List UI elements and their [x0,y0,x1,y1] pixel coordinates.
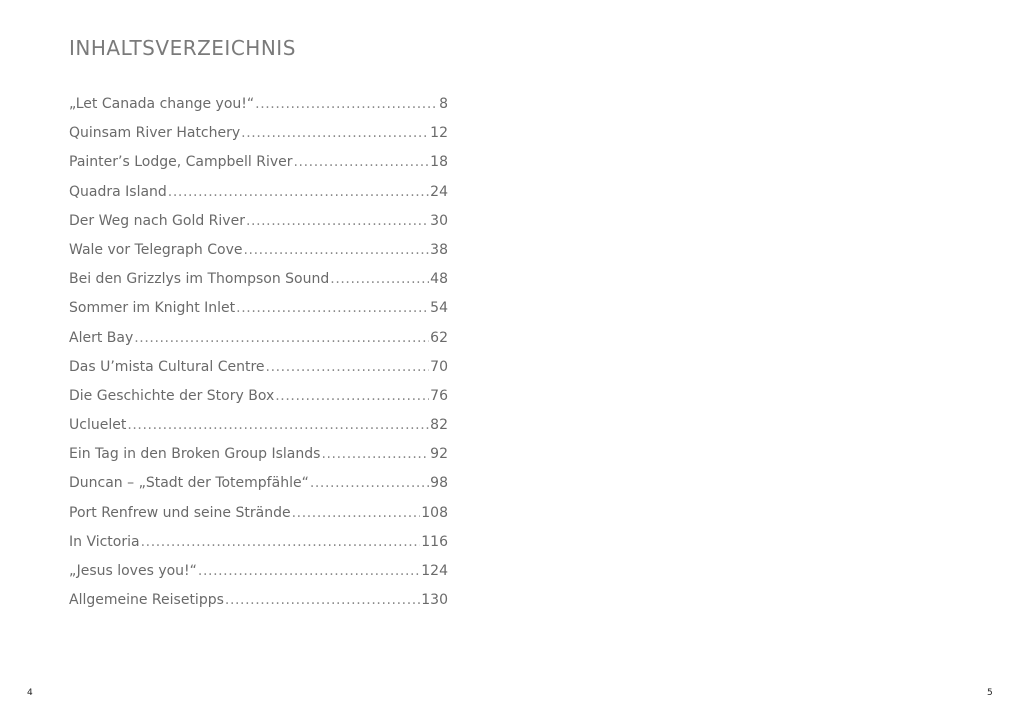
toc-entry-page: 38 [430,241,448,258]
toc-entry[interactable] [69,213,448,242]
toc-entry-page: 24 [430,183,448,200]
toc-entry-page: 8 [439,96,448,112]
toc-entry-title: Sommer im Knight Inlet [69,300,236,317]
toc-entry-title: In Victoria [69,533,140,550]
toc-dot-leader [244,242,430,258]
toc-dot-leader [236,300,429,316]
toc-entry-title: Der Weg nach Gold River [69,212,245,229]
toc-entry-page: 48 [430,271,448,288]
toc-entry[interactable] [69,242,448,271]
toc-entry-page: 98 [430,475,448,492]
toc-entry[interactable] [69,475,448,504]
toc-entry-title: „Jesus loves you!“ [69,563,197,579]
toc-entry[interactable] [69,300,448,329]
toc-entry-title: Duncan – „Stadt der Totempfähle“ [69,475,309,492]
toc-entry-title: Quadra Island [69,183,167,200]
toc-entry-page: 70 [430,358,448,375]
toc-entry-page: 54 [430,300,448,317]
toc-entry[interactable] [69,388,448,417]
toc-entry-title: Das U’mista Cultural Centre [69,358,265,375]
toc-entry[interactable] [69,592,448,621]
toc-entry[interactable] [69,446,448,475]
toc-dot-leader [294,154,430,170]
toc-entry[interactable] [69,417,448,446]
left-page-number: 4 [27,688,33,698]
toc-entry[interactable] [69,563,448,592]
toc-dot-leader [266,359,430,375]
right-page-number: 5 [987,688,993,698]
toc-dot-leader [241,125,429,141]
toc-entry-page: 62 [430,329,448,346]
toc-entry[interactable] [69,505,448,534]
toc-entry-title: Quinsam River Hatchery [69,125,241,142]
toc-dot-leader [198,563,420,579]
toc-entry-title: Alert Bay [69,329,134,346]
toc-dot-leader [246,213,429,229]
toc-dot-leader [275,388,429,404]
toc-entry-title: Allgemeine Reisetipps [69,592,224,609]
toc-dot-leader [321,446,429,462]
toc-dot-leader [141,534,421,550]
toc-entry-title: Ucluelet [69,417,127,434]
toc-dot-leader [292,505,421,521]
toc-entry[interactable] [69,534,448,563]
toc-entry-title: Ein Tag in den Broken Group Islands [69,446,321,463]
toc-entry[interactable] [69,154,448,183]
toc-entry-title: „Let Canada change you!“ [69,96,255,112]
toc-entry-title: Die Geschichte der Story Box [69,387,275,404]
toc-dot-leader [168,184,429,200]
toc-entry-page: 108 [421,504,448,521]
toc-entry-title: Wale vor Telegraph Cove [69,241,243,258]
toc-entry[interactable] [69,359,448,388]
toc-entry[interactable] [69,184,448,213]
toc-entry-page: 76 [430,387,448,404]
toc-entry[interactable] [69,125,448,154]
table-of-contents [69,96,448,621]
toc-entry-page: 30 [430,212,448,229]
toc-dot-leader [330,271,429,287]
toc-entry[interactable] [69,271,448,300]
toc-dot-leader [255,96,438,112]
toc-dot-leader [134,330,429,346]
toc-entry-title: Bei den Grizzlys im Thompson Sound [69,271,330,288]
toc-dot-leader [310,475,429,491]
toc-entry-page: 116 [421,533,448,550]
toc-entry-page: 124 [421,563,448,579]
page-title: INHALTSVERZEICHNIS [69,36,296,60]
toc-entry-page: 18 [430,154,448,171]
toc-dot-leader [225,592,420,608]
toc-entry-page: 82 [430,417,448,434]
toc-dot-leader [127,417,429,433]
toc-entry-title: Painter’s Lodge, Campbell River [69,154,293,171]
toc-entry-page: 130 [421,592,448,609]
toc-entry-title: Port Renfrew und seine Strände [69,504,291,521]
toc-entry-page: 12 [430,125,448,142]
toc-entry-page: 92 [430,446,448,463]
toc-entry[interactable] [69,96,448,125]
toc-entry[interactable] [69,330,448,359]
